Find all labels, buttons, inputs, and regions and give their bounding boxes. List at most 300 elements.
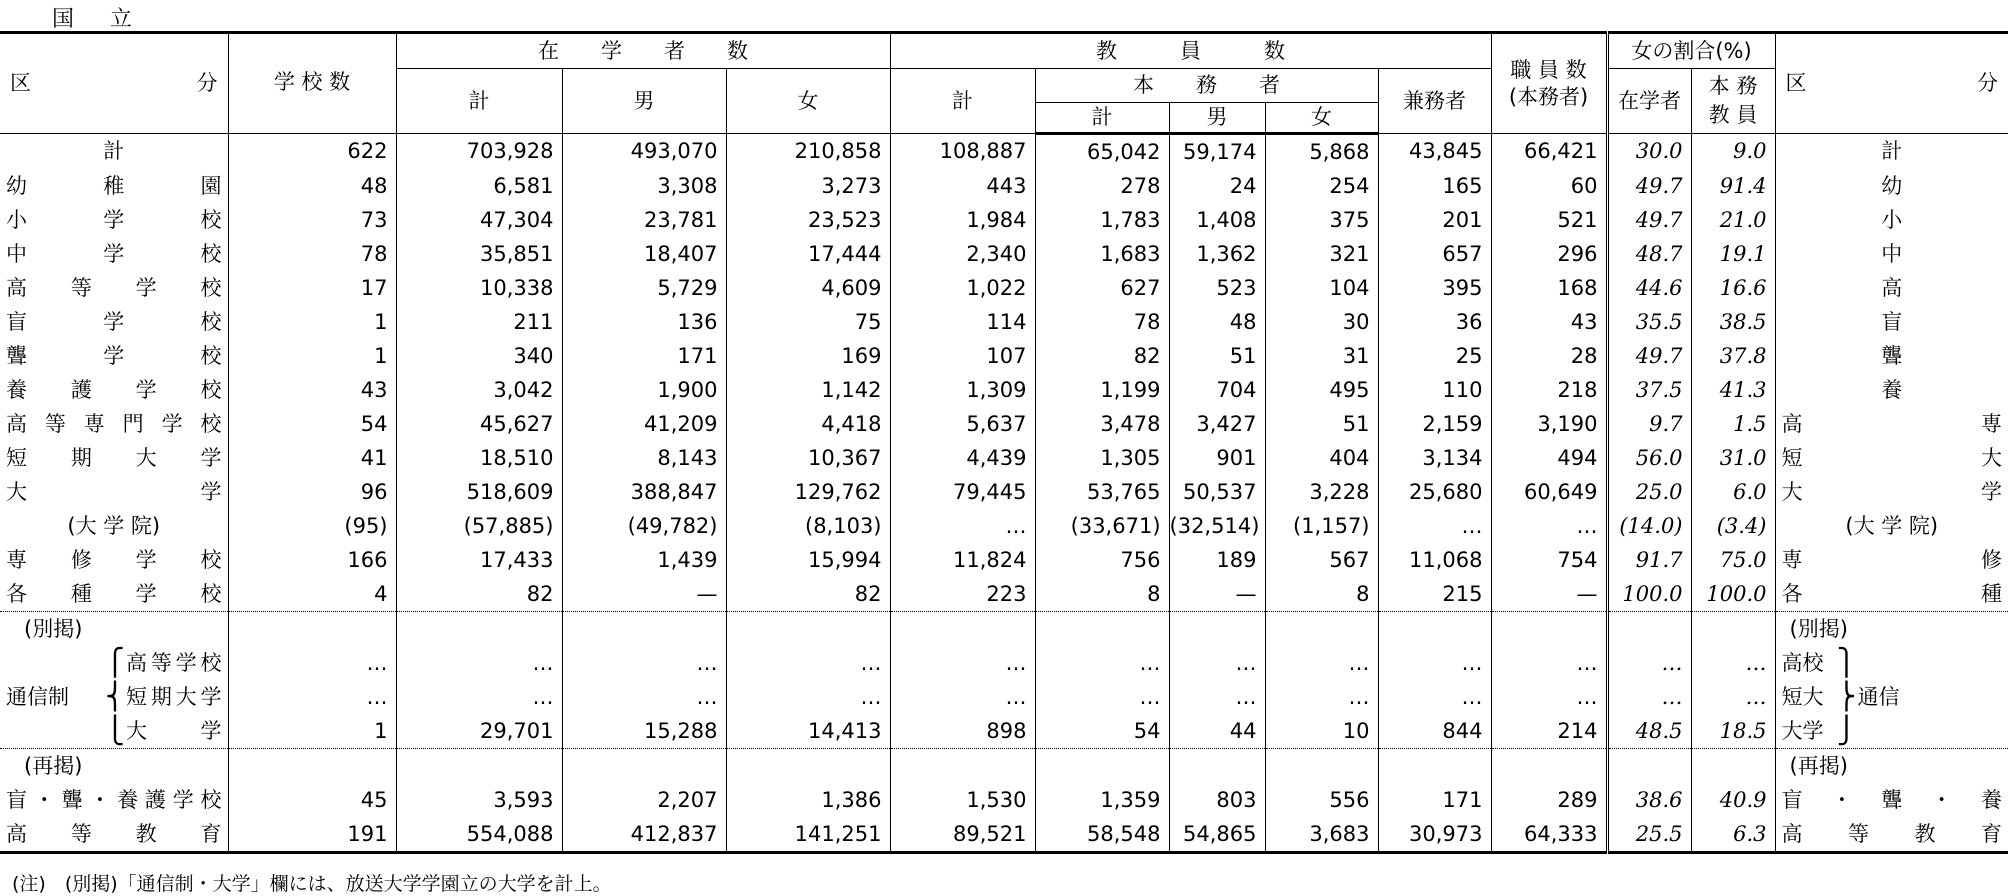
value-cell: (1,157) xyxy=(1265,509,1378,543)
value-cell: 3,308 xyxy=(562,169,726,203)
header-ratio-teachers: 本 務 教 員 xyxy=(1691,69,1775,134)
header-fulltime-female: 女 xyxy=(1265,103,1378,134)
value-cell: 1,439 xyxy=(562,543,726,577)
header-students-female: 女 xyxy=(726,69,890,134)
value-cell: 6.3 xyxy=(1691,817,1775,853)
row-label: (大 学 院) xyxy=(67,513,161,538)
value-cell: 21.0 xyxy=(1691,203,1775,237)
value-cell: 8,143 xyxy=(562,441,726,475)
value-cell: 30 xyxy=(1265,305,1378,339)
value-cell: — xyxy=(562,577,726,612)
value-cell: 756 xyxy=(1035,543,1169,577)
value-cell: … xyxy=(396,680,562,714)
value-cell: 43 xyxy=(228,373,396,407)
section-title-row xyxy=(0,612,2008,647)
value-cell: 211 xyxy=(396,305,562,339)
value-cell: 3,042 xyxy=(396,373,562,407)
value-cell: 1 xyxy=(228,714,396,749)
value-cell: 191 xyxy=(228,817,396,853)
value-cell: 110 xyxy=(1378,373,1491,407)
value-cell: 11,068 xyxy=(1378,543,1491,577)
table-row xyxy=(0,714,2008,749)
row-label-right: 高 等 教 育 xyxy=(1775,817,2008,853)
row-label-right: 高 専 xyxy=(1775,407,2008,441)
row-label: 盲 学 校 xyxy=(6,309,222,334)
table-row xyxy=(0,680,2008,714)
value-cell: 395 xyxy=(1378,271,1491,305)
header-fulltime-male: 男 xyxy=(1169,103,1265,134)
value-cell: 1,386 xyxy=(726,783,890,817)
value-cell: 49.7 xyxy=(1607,203,1691,237)
value-cell: 1,359 xyxy=(1035,783,1169,817)
value-cell: 141,251 xyxy=(726,817,890,853)
value-cell: 10,367 xyxy=(726,441,890,475)
value-cell: … xyxy=(1491,646,1607,680)
table-row xyxy=(0,441,2008,475)
row-label: 専 修 学 校 xyxy=(6,547,222,572)
row-label: 通信制 ⎨ 短 期 大 学 xyxy=(6,682,222,712)
value-cell: … xyxy=(890,646,1035,680)
value-cell: (3.4) xyxy=(1691,509,1775,543)
value-cell: 1,199 xyxy=(1035,373,1169,407)
value-cell: 104 xyxy=(1265,271,1378,305)
row-label: 養 護 学 校 xyxy=(6,377,222,402)
table-row xyxy=(0,475,2008,509)
value-cell: 41.3 xyxy=(1691,373,1775,407)
value-cell: 65,042 xyxy=(1035,134,1169,170)
value-cell: 703,928 xyxy=(396,134,562,170)
header-ratio-students: 在学者 xyxy=(1607,69,1691,134)
value-cell: 15,994 xyxy=(726,543,890,577)
value-cell: … xyxy=(396,646,562,680)
value-cell: 100.0 xyxy=(1691,577,1775,612)
row-label-right: 聾 xyxy=(1775,339,2008,373)
value-cell: 36 xyxy=(1378,305,1491,339)
value-cell: 289 xyxy=(1491,783,1607,817)
value-cell: 169 xyxy=(726,339,890,373)
row-label-right: 養 xyxy=(1775,373,2008,407)
header-teachers: 教 員 数 xyxy=(890,33,1491,69)
value-cell: 30.0 xyxy=(1607,134,1691,170)
header-female-ratio: 女の割合(%) xyxy=(1607,33,1775,69)
value-cell: 340 xyxy=(396,339,562,373)
value-cell: 48 xyxy=(228,169,396,203)
value-cell: … xyxy=(1035,680,1169,714)
value-cell: 129,762 xyxy=(726,475,890,509)
value-cell: 3,593 xyxy=(396,783,562,817)
section-title: (再掲) xyxy=(0,749,228,784)
row-label-right: 短 大 xyxy=(1775,441,2008,475)
value-cell: 4 xyxy=(228,577,396,612)
value-cell: 254 xyxy=(1265,169,1378,203)
table-row xyxy=(0,237,2008,271)
row-label-right: 計 xyxy=(1775,134,2008,170)
value-cell: 8 xyxy=(1035,577,1169,612)
row-label-right: 大学 ⎭ xyxy=(1775,714,2008,749)
value-cell: 54 xyxy=(1035,714,1169,749)
table-row xyxy=(0,134,2008,170)
value-cell: 19.1 xyxy=(1691,237,1775,271)
value-cell: 10 xyxy=(1265,714,1378,749)
value-cell: … xyxy=(1607,646,1691,680)
value-cell: … xyxy=(1265,680,1378,714)
value-cell: 49.7 xyxy=(1607,339,1691,373)
value-cell: 1,408 xyxy=(1169,203,1265,237)
value-cell: 31.0 xyxy=(1691,441,1775,475)
header-fulltime-total: 計 xyxy=(1035,103,1169,134)
header-students-male: 男 xyxy=(562,69,726,134)
value-cell: 60 xyxy=(1491,169,1607,203)
row-label-right: 短大 ⎬ 通信 xyxy=(1775,680,2008,714)
value-cell: 1,984 xyxy=(890,203,1035,237)
value-cell: 223 xyxy=(890,577,1035,612)
value-cell: 48.7 xyxy=(1607,237,1691,271)
row-label: 盲 ・ 聾 ・ 養 護 学 校 xyxy=(6,787,222,812)
value-cell: 321 xyxy=(1265,237,1378,271)
value-cell: 1,309 xyxy=(890,373,1035,407)
table-row xyxy=(0,783,2008,817)
value-cell: 37.8 xyxy=(1691,339,1775,373)
value-cell: 2,159 xyxy=(1378,407,1491,441)
value-cell: 60,649 xyxy=(1491,475,1607,509)
value-cell: 1,683 xyxy=(1035,237,1169,271)
value-cell: 5,729 xyxy=(562,271,726,305)
value-cell: … xyxy=(726,646,890,680)
table-body xyxy=(0,134,2008,853)
value-cell: … xyxy=(1035,646,1169,680)
value-cell: … xyxy=(228,646,396,680)
value-cell: 41,209 xyxy=(562,407,726,441)
value-cell: 37.5 xyxy=(1607,373,1691,407)
value-cell: 388,847 xyxy=(562,475,726,509)
value-cell: 165 xyxy=(1378,169,1491,203)
value-cell: 18,510 xyxy=(396,441,562,475)
value-cell: 48 xyxy=(1169,305,1265,339)
value-cell: 3,427 xyxy=(1169,407,1265,441)
value-cell: 754 xyxy=(1491,543,1607,577)
value-cell: 1.5 xyxy=(1691,407,1775,441)
header-fulltime: 本 務 者 xyxy=(1035,69,1378,103)
value-cell: 14,413 xyxy=(726,714,890,749)
row-label: 短 期 大 学 xyxy=(6,445,222,470)
value-cell: … xyxy=(228,680,396,714)
value-cell: 54 xyxy=(228,407,396,441)
row-label-right: 各 種 xyxy=(1775,577,2008,612)
value-cell: 78 xyxy=(1035,305,1169,339)
value-cell: 493,070 xyxy=(562,134,726,170)
row-label: 幼 稚 園 xyxy=(6,173,222,198)
table-row xyxy=(0,203,2008,237)
value-cell: (32,514) xyxy=(1169,509,1265,543)
value-cell: 9.7 xyxy=(1607,407,1691,441)
header-kubun-right: 区 分 xyxy=(1775,33,2008,134)
value-cell: … xyxy=(1491,509,1607,543)
value-cell: 82 xyxy=(1035,339,1169,373)
value-cell: 3,478 xyxy=(1035,407,1169,441)
row-label: 大 学 xyxy=(6,479,222,504)
value-cell: (49,782) xyxy=(562,509,726,543)
value-cell: 201 xyxy=(1378,203,1491,237)
header-kubun: 区 分 xyxy=(0,33,228,134)
value-cell: 50,537 xyxy=(1169,475,1265,509)
value-cell: 25.5 xyxy=(1607,817,1691,853)
value-cell: 58,548 xyxy=(1035,817,1169,853)
value-cell: 1,900 xyxy=(562,373,726,407)
value-cell: (8,103) xyxy=(726,509,890,543)
value-cell: 23,523 xyxy=(726,203,890,237)
value-cell: 96 xyxy=(228,475,396,509)
table-row xyxy=(0,407,2008,441)
value-cell: 100.0 xyxy=(1607,577,1691,612)
value-cell: 3,273 xyxy=(726,169,890,203)
value-cell: 38.6 xyxy=(1607,783,1691,817)
value-cell: 17 xyxy=(228,271,396,305)
value-cell: 43 xyxy=(1491,305,1607,339)
value-cell: 523 xyxy=(1169,271,1265,305)
value-cell: 29,701 xyxy=(396,714,562,749)
value-cell: (95) xyxy=(228,509,396,543)
value-cell: 210,858 xyxy=(726,134,890,170)
value-cell: 6,581 xyxy=(396,169,562,203)
value-cell: 218 xyxy=(1491,373,1607,407)
value-cell: 28 xyxy=(1491,339,1607,373)
value-cell: 78 xyxy=(228,237,396,271)
value-cell: 901 xyxy=(1169,441,1265,475)
value-cell: 622 xyxy=(228,134,396,170)
row-label: 小 学 校 xyxy=(6,207,222,232)
value-cell: 64,333 xyxy=(1491,817,1607,853)
value-cell: 15,288 xyxy=(562,714,726,749)
value-cell: 494 xyxy=(1491,441,1607,475)
value-cell: 38.5 xyxy=(1691,305,1775,339)
value-cell: 66,421 xyxy=(1491,134,1607,170)
value-cell: 168 xyxy=(1491,271,1607,305)
value-cell: 518,609 xyxy=(396,475,562,509)
value-cell: 17,433 xyxy=(396,543,562,577)
header-staff: 職 員 数 (本務者) xyxy=(1491,33,1607,134)
value-cell: 107 xyxy=(890,339,1035,373)
value-cell: 5,637 xyxy=(890,407,1035,441)
value-cell: 136 xyxy=(562,305,726,339)
table-row xyxy=(0,305,2008,339)
value-cell: 73 xyxy=(228,203,396,237)
value-cell: 2,340 xyxy=(890,237,1035,271)
value-cell: 79,445 xyxy=(890,475,1035,509)
section-title-right: (再掲) xyxy=(1775,749,2008,784)
value-cell: 443 xyxy=(890,169,1035,203)
row-label-right: 大 学 xyxy=(1775,475,2008,509)
value-cell: 556 xyxy=(1265,783,1378,817)
value-cell: 1,783 xyxy=(1035,203,1169,237)
value-cell: 898 xyxy=(890,714,1035,749)
value-cell: 296 xyxy=(1491,237,1607,271)
table-row xyxy=(0,509,2008,543)
value-cell: 59,174 xyxy=(1169,134,1265,170)
value-cell: 91.7 xyxy=(1607,543,1691,577)
value-cell: 4,439 xyxy=(890,441,1035,475)
row-label: 高 等 教 育 xyxy=(0,817,228,853)
value-cell: … xyxy=(1691,680,1775,714)
value-cell: 1,362 xyxy=(1169,237,1265,271)
footnote: (注) (別掲)「通信制・大学」欄には、放送大学学園立の大学を計上。 xyxy=(12,873,612,895)
value-cell: (14.0) xyxy=(1607,509,1691,543)
value-cell: 1 xyxy=(228,339,396,373)
value-cell: 17,444 xyxy=(726,237,890,271)
value-cell: … xyxy=(1265,646,1378,680)
statistics-table xyxy=(0,31,2008,854)
value-cell: 4,609 xyxy=(726,271,890,305)
value-cell: 25.0 xyxy=(1607,475,1691,509)
row-label-right: 高校 ⎫ xyxy=(1775,646,2008,680)
value-cell: 43,845 xyxy=(1378,134,1491,170)
value-cell: … xyxy=(1169,646,1265,680)
value-cell: … xyxy=(1378,680,1491,714)
value-cell: 627 xyxy=(1035,271,1169,305)
value-cell: (33,671) xyxy=(1035,509,1169,543)
value-cell: 521 xyxy=(1491,203,1607,237)
value-cell: … xyxy=(1607,680,1691,714)
value-cell: 1,022 xyxy=(890,271,1035,305)
value-cell: 25,680 xyxy=(1378,475,1491,509)
row-label: ⎧ 高 等 学 校 xyxy=(105,648,222,678)
value-cell: 3,228 xyxy=(1265,475,1378,509)
value-cell: 3,134 xyxy=(1378,441,1491,475)
table-header xyxy=(0,33,2008,134)
value-cell: 54,865 xyxy=(1169,817,1265,853)
row-label-right: 高 xyxy=(1775,271,2008,305)
header-school-count: 学 校 数 xyxy=(228,33,396,134)
value-cell: 91.4 xyxy=(1691,169,1775,203)
value-cell: 82 xyxy=(396,577,562,612)
value-cell: 2,207 xyxy=(562,783,726,817)
row-label-right: 小 xyxy=(1775,203,2008,237)
value-cell: 5,868 xyxy=(1265,134,1378,170)
value-cell: 803 xyxy=(1169,783,1265,817)
value-cell: 48.5 xyxy=(1607,714,1691,749)
value-cell: (57,885) xyxy=(396,509,562,543)
value-cell: 404 xyxy=(1265,441,1378,475)
value-cell: 8 xyxy=(1265,577,1378,612)
row-label-right: 専 修 xyxy=(1775,543,2008,577)
value-cell: 554,088 xyxy=(396,817,562,853)
header-students: 在 学 者 数 xyxy=(396,33,890,69)
value-cell: — xyxy=(1491,577,1607,612)
value-cell: 75.0 xyxy=(1691,543,1775,577)
value-cell: … xyxy=(1691,646,1775,680)
section-title-right: (別掲) xyxy=(1775,612,2008,647)
value-cell: 18.5 xyxy=(1691,714,1775,749)
value-cell: 51 xyxy=(1265,407,1378,441)
header-parttime: 兼務者 xyxy=(1378,69,1491,134)
value-cell: 11,824 xyxy=(890,543,1035,577)
value-cell: 1,305 xyxy=(1035,441,1169,475)
value-cell: 40.9 xyxy=(1691,783,1775,817)
value-cell: 10,338 xyxy=(396,271,562,305)
row-label: 中 学 校 xyxy=(6,241,222,266)
table-row xyxy=(0,817,2008,853)
value-cell: 412,837 xyxy=(562,817,726,853)
value-cell: — xyxy=(1169,577,1265,612)
value-cell: 51 xyxy=(1169,339,1265,373)
value-cell: 495 xyxy=(1265,373,1378,407)
row-label: 高 等 専 門 学 校 xyxy=(6,411,222,436)
row-label-right: 盲 xyxy=(1775,305,2008,339)
row-label: 各 種 学 校 xyxy=(6,581,222,606)
table-row xyxy=(0,543,2008,577)
value-cell: 75 xyxy=(726,305,890,339)
value-cell: 189 xyxy=(1169,543,1265,577)
value-cell: … xyxy=(562,680,726,714)
row-label: ⎩ 大 学 xyxy=(105,716,222,746)
value-cell: 657 xyxy=(1378,237,1491,271)
value-cell: 47,304 xyxy=(396,203,562,237)
value-cell: 1 xyxy=(228,305,396,339)
table-caption: 国立 xyxy=(52,7,169,32)
value-cell: … xyxy=(890,509,1035,543)
value-cell: 704 xyxy=(1169,373,1265,407)
value-cell: 41 xyxy=(228,441,396,475)
value-cell: … xyxy=(562,646,726,680)
value-cell: … xyxy=(1169,680,1265,714)
value-cell: 56.0 xyxy=(1607,441,1691,475)
value-cell: 844 xyxy=(1378,714,1491,749)
value-cell: 215 xyxy=(1378,577,1491,612)
section-title: (別掲) xyxy=(0,612,228,647)
value-cell: 166 xyxy=(228,543,396,577)
value-cell: … xyxy=(726,680,890,714)
value-cell: 1,530 xyxy=(890,783,1035,817)
value-cell: 278 xyxy=(1035,169,1169,203)
value-cell: 6.0 xyxy=(1691,475,1775,509)
section-title-row xyxy=(0,749,2008,784)
value-cell: 25 xyxy=(1378,339,1491,373)
value-cell: 16.6 xyxy=(1691,271,1775,305)
value-cell: 24 xyxy=(1169,169,1265,203)
value-cell: 45 xyxy=(228,783,396,817)
table-row xyxy=(0,169,2008,203)
value-cell: 214 xyxy=(1491,714,1607,749)
value-cell: 171 xyxy=(562,339,726,373)
row-label: 高 等 学 校 xyxy=(6,275,222,300)
value-cell: 82 xyxy=(726,577,890,612)
value-cell: 89,521 xyxy=(890,817,1035,853)
row-label-right: 中 xyxy=(1775,237,2008,271)
header-teachers-total: 計 xyxy=(890,69,1035,134)
value-cell: 18,407 xyxy=(562,237,726,271)
table-row xyxy=(0,373,2008,407)
row-label-right: 盲 ・ 聾 ・ 養 xyxy=(1775,783,2008,817)
value-cell: 35.5 xyxy=(1607,305,1691,339)
table-row xyxy=(0,271,2008,305)
value-cell: 108,887 xyxy=(890,134,1035,170)
row-label-right: 幼 xyxy=(1775,169,2008,203)
table-row xyxy=(0,646,2008,680)
value-cell: 35,851 xyxy=(396,237,562,271)
row-label-right: (大 学 院) xyxy=(1775,509,2008,543)
value-cell: 1,142 xyxy=(726,373,890,407)
table-row xyxy=(0,577,2008,612)
value-cell: … xyxy=(1378,509,1491,543)
value-cell: 3,190 xyxy=(1491,407,1607,441)
value-cell: 45,627 xyxy=(396,407,562,441)
value-cell: 30,973 xyxy=(1378,817,1491,853)
value-cell: 31 xyxy=(1265,339,1378,373)
value-cell: 49.7 xyxy=(1607,169,1691,203)
value-cell: 44.6 xyxy=(1607,271,1691,305)
row-label: 計 xyxy=(103,139,125,163)
header-students-total: 計 xyxy=(396,69,562,134)
value-cell: 9.0 xyxy=(1691,134,1775,170)
